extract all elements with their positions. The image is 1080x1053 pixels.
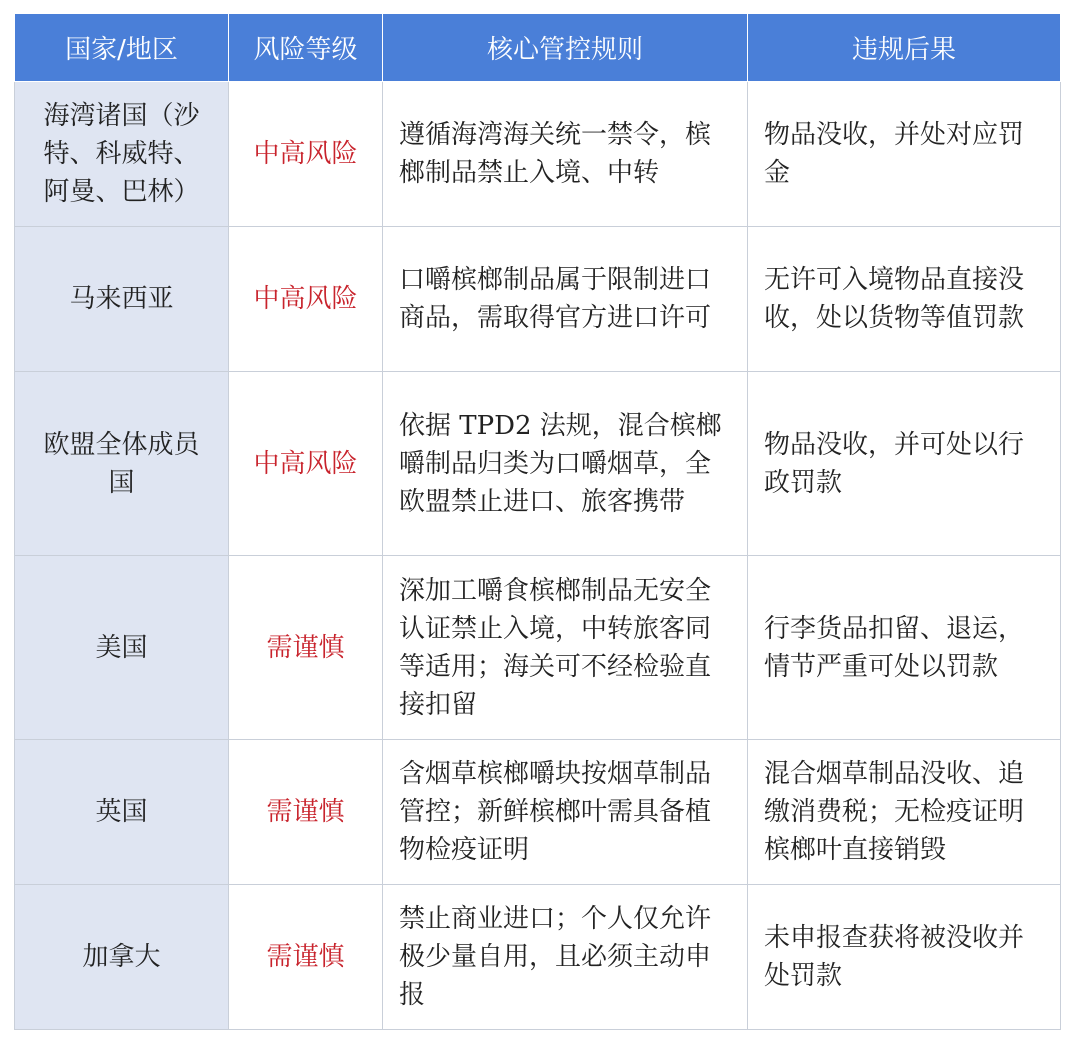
table-row [15, 556, 1061, 740]
penalty-cell: 物品没收，并处对应罚金 [748, 82, 1061, 227]
risk-level-cell: 中高风险 [229, 372, 383, 556]
header-risk-level: 风险等级 [229, 14, 383, 82]
penalty-cell: 行李货品扣留、退运，情节严重可处以罚款 [748, 556, 1061, 740]
table-row [15, 227, 1061, 372]
rule-cell: 禁止商业进口；个人仅允许极少量自用，且必须主动申报 [383, 885, 748, 1030]
region-cell: 英国 [15, 740, 229, 885]
penalty-cell: 物品没收，并可处以行政罚款 [748, 372, 1061, 556]
regulation-table [14, 13, 1061, 1030]
table-row [15, 885, 1061, 1030]
region-cell: 海湾诸国（沙特、科威特、阿曼、巴林） [15, 82, 229, 227]
table-row [15, 82, 1061, 227]
rule-cell: 含烟草槟榔嚼块按烟草制品管控；新鲜槟榔叶需具备植物检疫证明 [383, 740, 748, 885]
region-cell: 美国 [15, 556, 229, 740]
rule-cell: 深加工嚼食槟榔制品无安全认证禁止入境，中转旅客同等适用；海关可不经检验直接扣留 [383, 556, 748, 740]
risk-level-cell: 需谨慎 [229, 885, 383, 1030]
rule-cell: 口嚼槟榔制品属于限制进口商品，需取得官方进口许可 [383, 227, 748, 372]
rule-cell: 遵循海湾海关统一禁令，槟榔制品禁止入境、中转 [383, 82, 748, 227]
penalty-cell: 未申报查获将被没收并处罚款 [748, 885, 1061, 1030]
risk-level-cell: 中高风险 [229, 227, 383, 372]
region-cell: 加拿大 [15, 885, 229, 1030]
table-row [15, 372, 1061, 556]
header-region: 国家/地区 [15, 14, 229, 82]
penalty-cell: 无许可入境物品直接没收，处以货物等值罚款 [748, 227, 1061, 372]
header-penalty: 违规后果 [748, 14, 1061, 82]
penalty-cell: 混合烟草制品没收、追缴消费税；无检疫证明槟榔叶直接销毁 [748, 740, 1061, 885]
risk-level-cell: 中高风险 [229, 82, 383, 227]
region-cell: 欧盟全体成员国 [15, 372, 229, 556]
table-header [15, 14, 1061, 82]
table-row [15, 740, 1061, 885]
header-row [15, 14, 1061, 82]
risk-level-cell: 需谨慎 [229, 556, 383, 740]
risk-level-cell: 需谨慎 [229, 740, 383, 885]
header-core-rules: 核心管控规则 [383, 14, 748, 82]
table-body [15, 82, 1061, 1030]
region-cell: 马来西亚 [15, 227, 229, 372]
rule-cell: 依据 TPD2 法规，混合槟榔嚼制品归类为口嚼烟草，全欧盟禁止进口、旅客携带 [383, 372, 748, 556]
